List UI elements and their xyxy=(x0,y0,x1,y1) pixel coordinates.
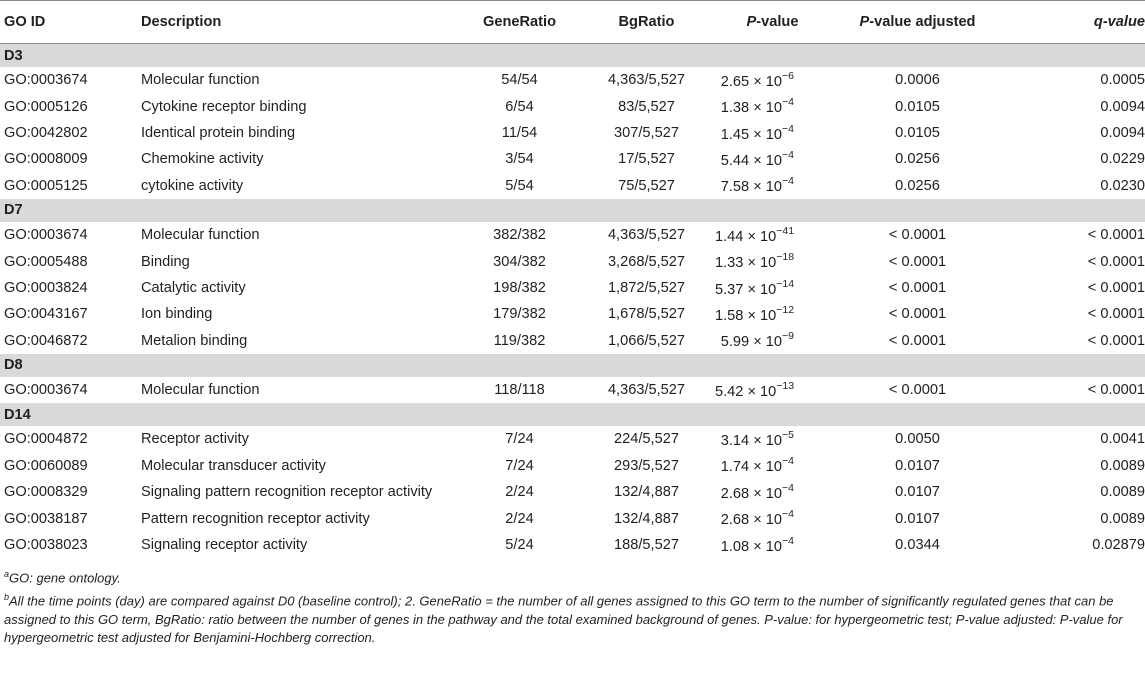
cell-p-value xyxy=(715,426,830,452)
p-value-mantissa: 5.44 × 10 xyxy=(720,152,783,169)
cell-p-value xyxy=(715,173,830,199)
cell-bg-ratio: 17/5,527 xyxy=(618,151,675,168)
cell-go-id: GO:0003674 xyxy=(4,72,88,89)
cell-description: Cytokine receptor binding xyxy=(141,98,307,115)
footnotes xyxy=(0,558,1145,648)
cell-bg-ratio: 3,268/5,527 xyxy=(607,253,686,270)
group-header-row xyxy=(0,403,1145,426)
footnote-b-mark: b xyxy=(4,592,10,603)
table-row xyxy=(0,301,1145,327)
p-value-exponent: −4 xyxy=(782,481,794,494)
cell-p-adjusted: < 0.0001 xyxy=(888,279,947,296)
p-value-exponent: −4 xyxy=(782,534,794,547)
p-value-mantissa: 1.45 × 10 xyxy=(720,126,783,143)
p-value-exponent: −4 xyxy=(782,175,794,188)
cell-bg-ratio: 224/5,527 xyxy=(614,431,679,448)
cell-q-value: 0.0094 xyxy=(1100,124,1145,141)
cell-description: Chemokine activity xyxy=(141,151,264,168)
cell-gene-ratio: 198/382 xyxy=(493,279,546,296)
cell-p-adjusted: < 0.0001 xyxy=(888,306,947,323)
footnote-b-text: All the time points (day) are compared against D0 (baseline control); 2. GeneRatio = the number of all genes assigned to this GO term to the number of significantly regulated genes that can be assigned to this GO term, BgRatio: ratio between the number of genes in the pathway and the total examined background of genes. P-value: for hypergeometric test; P-value adjusted: P-value for hypergeometric test adjusted for Benjamini-Hochberg correction. xyxy=(4,593,1123,646)
cell-q-value: 0.0229 xyxy=(1100,151,1145,168)
cell-description: Signaling receptor activity xyxy=(141,537,308,554)
cell-go-id: GO:0042802 xyxy=(4,124,88,141)
cell-gene-ratio: 5/54 xyxy=(505,177,534,194)
cell-q-value: < 0.0001 xyxy=(1087,332,1145,349)
cell-gene-ratio: 2/24 xyxy=(505,510,534,527)
p-value-exponent: −41 xyxy=(776,224,795,237)
group-label: D3 xyxy=(0,44,1145,68)
p-adj-rest: -value adjusted xyxy=(869,14,976,30)
p-value-exponent: −4 xyxy=(782,122,794,135)
p-value-mantissa: 5.99 × 10 xyxy=(720,334,783,351)
cell-bg-ratio: 188/5,527 xyxy=(614,537,679,554)
cell-p-value xyxy=(715,505,830,531)
cell-bg-ratio: 4,363/5,527 xyxy=(607,382,686,399)
group-label: D8 xyxy=(0,354,1145,377)
cell-p-value xyxy=(715,377,830,403)
p-value-mantissa: 1.58 × 10 xyxy=(715,307,777,324)
cell-q-value: 0.0005 xyxy=(1100,72,1145,89)
cell-go-id: GO:0038187 xyxy=(4,510,88,527)
cell-q-value: 0.0094 xyxy=(1100,98,1145,115)
p-value-mantissa: 1.08 × 10 xyxy=(720,538,783,555)
cell-p-value xyxy=(715,479,830,505)
cell-q-value: 0.0089 xyxy=(1100,457,1145,474)
cell-p-value xyxy=(715,328,830,354)
col-header-bg-ratio: BgRatio xyxy=(578,1,715,44)
cell-p-adjusted: 0.0107 xyxy=(895,484,940,501)
p-value-mantissa: 7.58 × 10 xyxy=(720,179,783,196)
cell-p-adjusted: < 0.0001 xyxy=(888,253,947,270)
cell-description: cytokine activity xyxy=(141,177,244,194)
cell-p-adjusted: 0.0105 xyxy=(895,98,940,115)
p-value-mantissa: 2.68 × 10 xyxy=(720,512,783,529)
cell-go-id: GO:0005125 xyxy=(4,177,88,194)
cell-bg-ratio: 1,066/5,527 xyxy=(607,332,686,349)
cell-gene-ratio: 7/24 xyxy=(505,457,534,474)
p-value-rest: -value xyxy=(756,14,799,30)
cell-p-value xyxy=(715,222,830,248)
group-header-row xyxy=(0,354,1145,377)
cell-go-id: GO:0003674 xyxy=(4,382,88,399)
cell-gene-ratio: 6/54 xyxy=(505,98,534,115)
cell-p-value xyxy=(715,146,830,172)
cell-description: Metalion binding xyxy=(141,332,248,349)
cell-p-adjusted: < 0.0001 xyxy=(888,227,947,244)
cell-p-value xyxy=(715,275,830,301)
cell-description: Identical protein binding xyxy=(141,124,296,141)
p-value-mantissa: 2.65 × 10 xyxy=(720,73,783,90)
cell-q-value: < 0.0001 xyxy=(1087,382,1145,399)
footnote-a xyxy=(4,565,1141,588)
table-row xyxy=(0,120,1145,146)
table-row xyxy=(0,453,1145,479)
cell-q-value: < 0.0001 xyxy=(1087,279,1145,296)
cell-p-adjusted: 0.0050 xyxy=(895,431,940,448)
cell-p-value xyxy=(715,67,830,93)
table-row xyxy=(0,532,1145,558)
table-row xyxy=(0,275,1145,301)
cell-q-value: 0.0230 xyxy=(1100,177,1145,194)
table-row xyxy=(0,505,1145,531)
cell-p-adjusted: 0.0256 xyxy=(895,177,940,194)
cell-q-value: 0.02879 xyxy=(1092,537,1145,554)
table-body xyxy=(0,44,1145,559)
cell-description: Binding xyxy=(141,253,190,270)
cell-bg-ratio: 4,363/5,527 xyxy=(607,72,686,89)
col-header-description: Description xyxy=(141,1,461,44)
p-value-exponent: −4 xyxy=(782,455,794,468)
table-row xyxy=(0,93,1145,119)
cell-p-adjusted: < 0.0001 xyxy=(888,382,947,399)
cell-p-adjusted: 0.0105 xyxy=(895,124,940,141)
p-value-exponent: −14 xyxy=(776,277,795,290)
p-value-exponent: −6 xyxy=(782,69,794,82)
group-header-row xyxy=(0,199,1145,222)
cell-bg-ratio: 83/5,527 xyxy=(618,98,675,115)
p-value-exponent: −18 xyxy=(776,251,795,264)
col-header-p-value xyxy=(715,1,830,44)
footnote-b xyxy=(4,588,1141,648)
cell-bg-ratio: 293/5,527 xyxy=(614,457,679,474)
cell-p-adjusted: 0.0006 xyxy=(895,72,940,89)
cell-description: Molecular function xyxy=(141,72,260,89)
cell-p-value xyxy=(715,301,830,327)
cell-q-value: 0.0089 xyxy=(1100,510,1145,527)
p-value-exponent: −4 xyxy=(782,96,794,109)
cell-bg-ratio: 307/5,527 xyxy=(614,124,679,141)
cell-go-id: GO:0008329 xyxy=(4,484,88,501)
cell-q-value: < 0.0001 xyxy=(1087,253,1145,270)
p-value-mantissa: 1.38 × 10 xyxy=(720,100,783,117)
p-value-mantissa: 2.68 × 10 xyxy=(720,485,783,502)
cell-p-adjusted: 0.0256 xyxy=(895,151,940,168)
cell-q-value: < 0.0001 xyxy=(1087,306,1145,323)
cell-go-id: GO:0038023 xyxy=(4,537,88,554)
table-row xyxy=(0,479,1145,505)
p-value-mantissa: 5.42 × 10 xyxy=(715,383,777,400)
table-row xyxy=(0,328,1145,354)
cell-q-value: < 0.0001 xyxy=(1087,227,1145,244)
cell-go-id: GO:0060089 xyxy=(4,457,88,474)
header-row xyxy=(0,1,1145,44)
col-header-go-id: GO ID xyxy=(0,1,141,44)
cell-bg-ratio: 1,872/5,527 xyxy=(607,279,686,296)
cell-description: Molecular function xyxy=(141,227,260,244)
col-header-p-adjusted xyxy=(830,1,1005,44)
cell-q-value: 0.0089 xyxy=(1100,484,1145,501)
table-row xyxy=(0,146,1145,172)
group-label: D14 xyxy=(0,403,1145,426)
table-row xyxy=(0,173,1145,199)
cell-bg-ratio: 75/5,527 xyxy=(618,177,675,194)
p-value-exponent: −4 xyxy=(782,148,794,161)
cell-description: Ion binding xyxy=(141,306,213,323)
cell-gene-ratio: 304/382 xyxy=(493,253,546,270)
cell-go-id: GO:0008009 xyxy=(4,151,88,168)
cell-gene-ratio: 382/382 xyxy=(493,227,546,244)
p-adj-italic: P xyxy=(859,14,870,30)
table-row xyxy=(0,67,1145,93)
p-value-mantissa: 1.33 × 10 xyxy=(715,254,777,271)
cell-description: Catalytic activity xyxy=(141,279,246,296)
table-row xyxy=(0,426,1145,452)
cell-p-adjusted: 0.0107 xyxy=(895,457,940,474)
p-value-exponent: −13 xyxy=(776,379,795,392)
cell-p-adjusted: 0.0107 xyxy=(895,510,940,527)
col-header-q-value xyxy=(1005,1,1145,44)
p-value-exponent: −9 xyxy=(782,330,794,343)
cell-gene-ratio: 118/118 xyxy=(494,382,545,399)
p-value-mantissa: 5.37 × 10 xyxy=(715,281,777,298)
cell-gene-ratio: 119/382 xyxy=(493,332,546,349)
cell-bg-ratio: 132/4,887 xyxy=(614,510,679,527)
table-row xyxy=(0,248,1145,274)
cell-p-value xyxy=(715,93,830,119)
cell-p-adjusted: < 0.0001 xyxy=(888,332,947,349)
cell-gene-ratio: 5/24 xyxy=(505,537,534,554)
cell-go-id: GO:0005126 xyxy=(4,98,88,115)
p-value-mantissa: 3.14 × 10 xyxy=(720,432,783,449)
p-value-italic: P xyxy=(746,14,757,30)
p-value-mantissa: 1.74 × 10 xyxy=(720,459,783,476)
cell-go-id: GO:0046872 xyxy=(4,332,88,349)
cell-p-value xyxy=(715,120,830,146)
cell-gene-ratio: 11/54 xyxy=(501,124,538,141)
cell-description: Molecular function xyxy=(141,382,260,399)
cell-p-value xyxy=(715,532,830,558)
cell-description: Molecular transducer activity xyxy=(141,457,326,474)
cell-description: Pattern recognition receptor activity xyxy=(141,510,370,527)
table-row xyxy=(0,377,1145,403)
p-value-exponent: −12 xyxy=(776,303,795,316)
cell-gene-ratio: 3/54 xyxy=(505,151,534,168)
group-label: D7 xyxy=(0,199,1145,222)
q-value-italic: q-value xyxy=(1093,14,1145,30)
cell-p-value xyxy=(715,453,830,479)
table-row xyxy=(0,222,1145,248)
footnote-a-text: GO: gene ontology. xyxy=(9,570,121,586)
cell-p-adjusted: 0.0344 xyxy=(895,537,940,554)
group-header-row xyxy=(0,44,1145,68)
cell-description: Signaling pattern recognition receptor activity xyxy=(141,484,433,501)
p-value-exponent: −4 xyxy=(782,508,794,521)
cell-q-value: 0.0041 xyxy=(1100,431,1145,448)
cell-description: Receptor activity xyxy=(141,431,249,448)
cell-go-id: GO:0003824 xyxy=(4,279,88,296)
footnote-a-mark: a xyxy=(4,569,10,580)
col-header-gene-ratio: GeneRatio xyxy=(461,1,578,44)
cell-p-value xyxy=(715,248,830,274)
cell-bg-ratio: 4,363/5,527 xyxy=(607,227,686,244)
cell-gene-ratio: 2/24 xyxy=(505,484,534,501)
p-value-mantissa: 1.44 × 10 xyxy=(715,228,777,245)
p-value-exponent: −5 xyxy=(782,429,794,442)
cell-bg-ratio: 1,678/5,527 xyxy=(607,306,686,323)
cell-go-id: GO:0004872 xyxy=(4,431,88,448)
cell-gene-ratio: 54/54 xyxy=(501,72,538,89)
cell-gene-ratio: 179/382 xyxy=(493,306,546,323)
cell-go-id: GO:0005488 xyxy=(4,253,88,270)
cell-bg-ratio: 132/4,887 xyxy=(614,484,679,501)
cell-go-id: GO:0003674 xyxy=(4,227,88,244)
cell-go-id: GO:0043167 xyxy=(4,306,88,323)
cell-gene-ratio: 7/24 xyxy=(505,431,534,448)
